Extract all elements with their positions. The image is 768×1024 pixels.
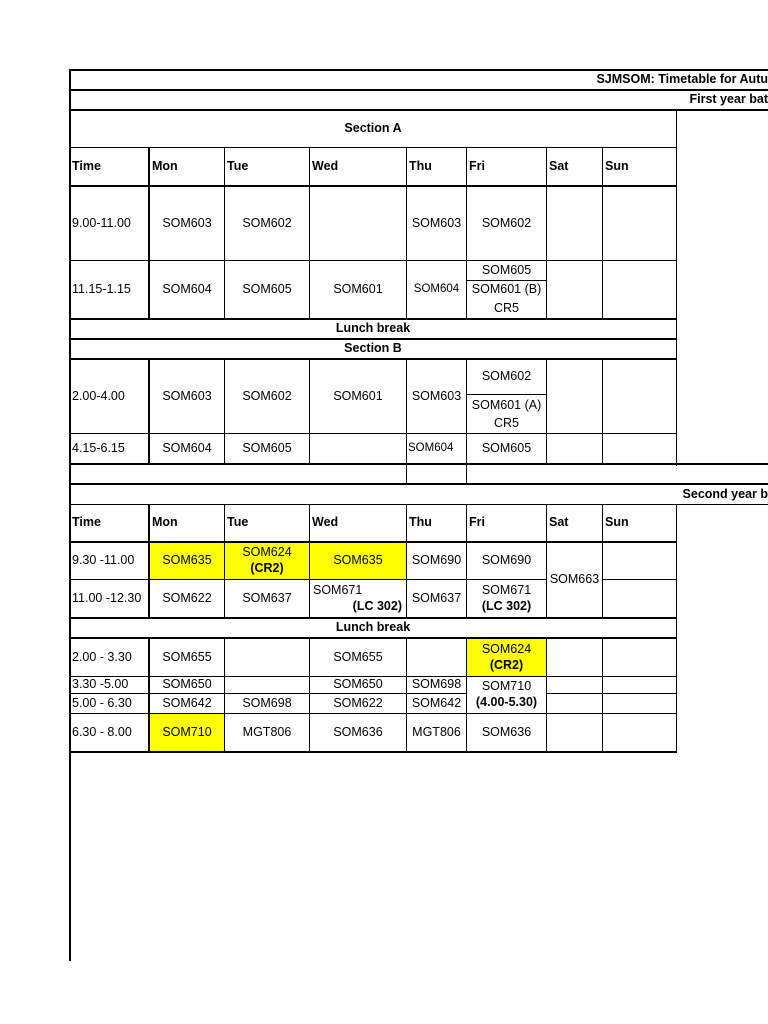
course-cell: MGT806 <box>242 724 292 739</box>
lunch-break-label: Lunch break <box>335 320 411 335</box>
course-cell: SOM603 <box>162 215 212 230</box>
course-cell: SOM635 <box>150 543 224 579</box>
course-cell <box>225 639 309 676</box>
course-cell: SOM601 <box>333 388 383 403</box>
time-cell: 2.00-4.00 <box>72 388 125 403</box>
course-cell: SOM603 <box>162 388 212 403</box>
course-code: SOM624 <box>242 545 292 560</box>
time-cell: 11.15-1.15 <box>72 281 131 296</box>
room-label: (CR2) <box>489 657 524 672</box>
course-cell: SOM637 <box>411 590 462 605</box>
room-label: (LC 302) <box>352 598 402 613</box>
course-cell: SOM650 <box>333 677 383 692</box>
course-cell: SOM604 <box>408 442 454 455</box>
course-cell: SOM622 <box>162 590 212 605</box>
course-cell: SOM642 <box>411 695 462 710</box>
section-b-title: Section B <box>344 340 402 355</box>
vline <box>546 637 547 752</box>
hline <box>466 394 546 395</box>
vline <box>676 110 677 466</box>
course-code: SOM671 <box>481 582 532 597</box>
course-cell: SOM635 <box>310 543 406 579</box>
time-cell: 3.30 -5.00 <box>72 677 129 692</box>
course-cell: SOM601 <box>333 281 383 296</box>
course-cell <box>467 639 546 676</box>
header-thu: Thu <box>409 515 432 530</box>
header-sat: Sat <box>549 515 569 530</box>
header-sun: Sun <box>605 158 629 173</box>
course-cell: SOM642 <box>162 695 212 710</box>
vline <box>602 637 603 752</box>
hline <box>602 579 677 580</box>
course-cell: SOM603 <box>411 388 462 403</box>
time-cell: 11.00 -12.30 <box>72 590 142 605</box>
course-cell: SOM663 <box>549 572 600 587</box>
time-cell: 9.30 -11.00 <box>72 553 135 568</box>
header-mon: Mon <box>152 158 178 173</box>
course-cell: SOM602 <box>481 369 532 384</box>
course-cell: SOM604 <box>162 440 212 455</box>
header-wed: Wed <box>312 515 339 530</box>
second-year-label: Second year b <box>682 486 768 501</box>
course-code: SOM671 <box>313 582 363 597</box>
course-cell: SOM690 <box>411 553 462 568</box>
time-cell: 2.00 - 3.30 <box>72 649 132 664</box>
header-tue: Tue <box>227 515 249 530</box>
title-text: SJMSOM: Timetable for Autu <box>596 71 768 86</box>
course-cell: SOM604 <box>413 283 460 296</box>
hline <box>69 463 768 465</box>
hline <box>69 751 677 753</box>
course-cell: SOM636 <box>481 724 532 739</box>
course-code: SOM624 <box>481 641 532 656</box>
time-cell: 5.00 - 6.30 <box>72 695 132 710</box>
course-cell: SOM710 <box>150 714 224 751</box>
course-cell <box>407 639 466 676</box>
course-cell <box>225 677 309 693</box>
course-cell <box>310 434 406 463</box>
time-cell: 9.00-11.00 <box>72 215 131 230</box>
course-cell: SOM605 <box>242 281 292 296</box>
room-label: CR5 <box>493 300 519 315</box>
header-mon: Mon <box>152 515 178 530</box>
course-cell: SOM605 <box>481 262 532 277</box>
section-a-title: Section A <box>344 120 402 135</box>
lunch-break-label: Lunch break <box>335 619 411 634</box>
time-cell: 4.15-6.15 <box>72 440 125 455</box>
course-cell: SOM655 <box>162 649 212 664</box>
header-fri: Fri <box>469 515 485 530</box>
course-cell: SOM601 (B) <box>471 282 542 297</box>
course-cell <box>467 580 546 617</box>
course-cell: SOM605 <box>242 440 292 455</box>
time-note: (4.00-5.30) <box>475 695 538 709</box>
first-year-label: First year bat <box>689 91 768 106</box>
course-cell: SOM698 <box>242 695 292 710</box>
header-sat: Sat <box>549 158 569 173</box>
hline <box>546 693 677 694</box>
course-cell: SOM602 <box>481 215 532 230</box>
header-thu: Thu <box>409 158 432 173</box>
course-cell: SOM690 <box>481 553 532 568</box>
header-sun: Sun <box>605 515 629 530</box>
course-cell: SOM636 <box>333 724 383 739</box>
course-cell: MGT806 <box>412 724 461 739</box>
timetable-title <box>300 70 768 89</box>
header-wed: Wed <box>312 158 339 173</box>
course-cell: SOM603 <box>411 215 462 230</box>
room-label: CR5 <box>493 415 519 430</box>
header-time: Time <box>72 515 101 530</box>
time-cell: 6.30 - 8.00 <box>72 724 132 739</box>
course-cell: SOM622 <box>333 695 383 710</box>
course-cell: SOM698 <box>411 677 462 692</box>
course-cell: SOM604 <box>162 281 212 296</box>
course-cell: SOM605 <box>481 440 532 455</box>
course-cell: SOM637 <box>242 590 292 605</box>
course-code: SOM710 <box>481 679 532 694</box>
header-fri: Fri <box>469 158 485 173</box>
vline <box>546 358 547 463</box>
course-cell <box>467 677 546 713</box>
course-cell: SOM655 <box>333 649 383 664</box>
course-cell: SOM602 <box>242 388 292 403</box>
course-cell <box>310 187 406 260</box>
room-label: (CR2) <box>250 561 284 575</box>
course-cell: SOM650 <box>162 677 212 692</box>
header-time: Time <box>72 158 101 173</box>
vline <box>602 358 603 463</box>
course-cell: SOM601 (A) <box>471 397 542 412</box>
course-cell <box>310 580 406 617</box>
header-tue: Tue <box>227 158 249 173</box>
room-label: (LC 302) <box>481 598 532 613</box>
course-cell <box>225 543 309 579</box>
course-cell: SOM602 <box>242 215 292 230</box>
